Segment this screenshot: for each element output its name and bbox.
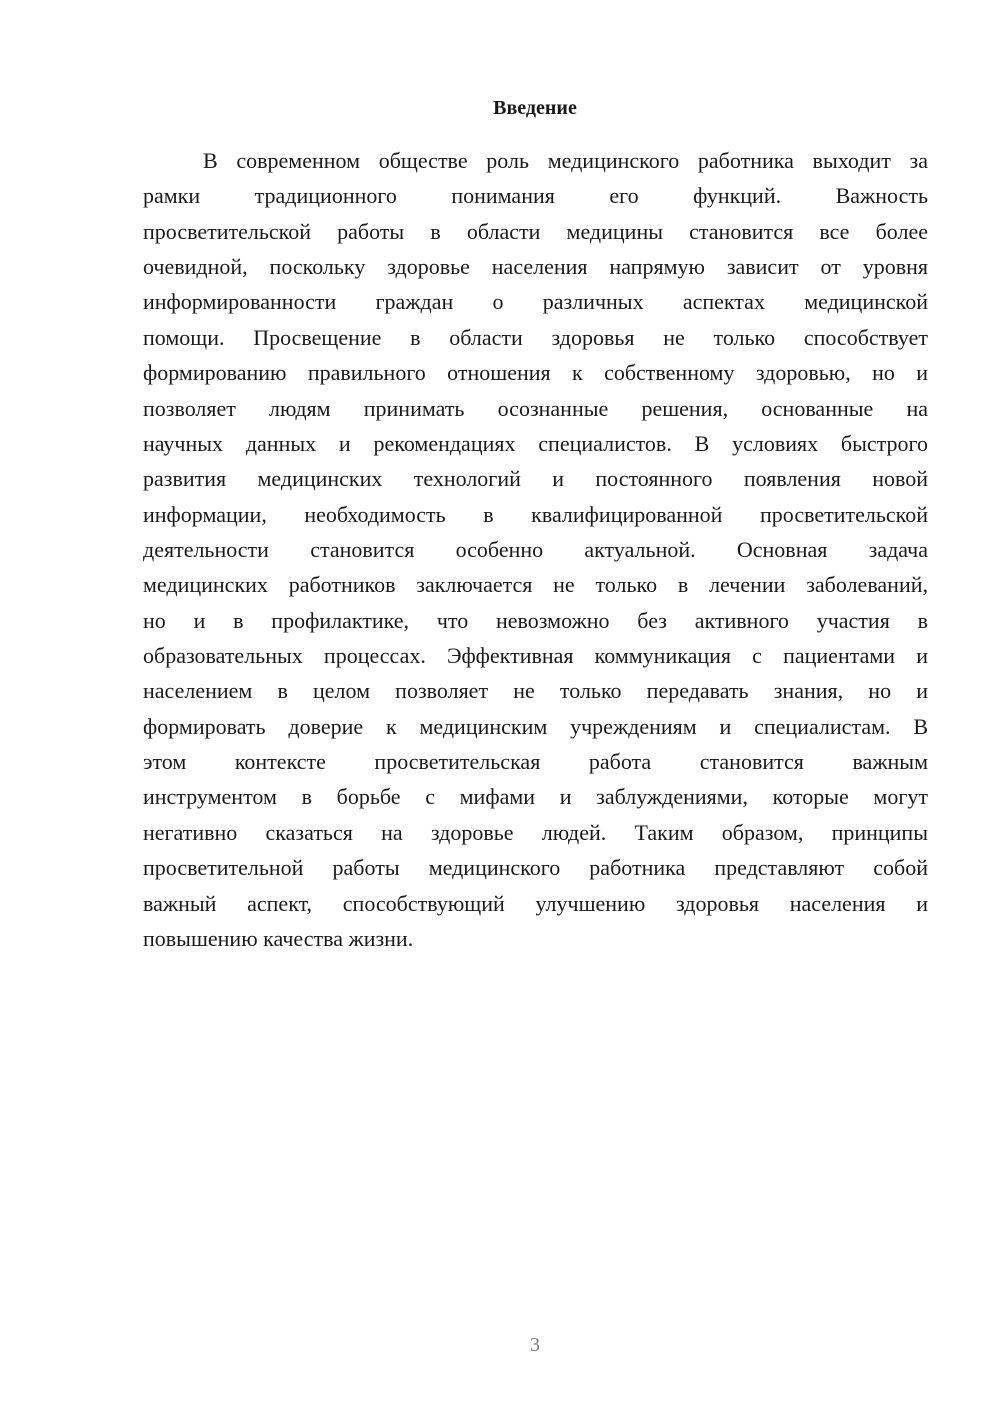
paragraph-line: этом контексте просветительская работа становится важным [143, 749, 928, 775]
paragraph-line: важный аспект, способствующий улучшению здоровья населения и [143, 890, 928, 916]
paragraph-line: негативно сказаться на здоровье людей. Таким образом, принципы [143, 819, 928, 845]
paragraph-line: просветительной работы медицинского работника представляют собой [143, 855, 928, 881]
paragraph-line: рамки традиционного понимания его функций. Важность [143, 183, 928, 209]
paragraph-line: формированию правильного отношения к собственному здоровью, но и [143, 360, 928, 386]
paragraph-line: образовательных процессах. Эффективная коммуникация с пациентами и [143, 643, 928, 669]
paragraph-line: развития медицинских технологий и постоянного появления новой [143, 466, 928, 492]
paragraph-line: помощи. Просвещение в области здоровья не только способствует [143, 324, 928, 350]
paragraph-line: населением в целом позволяет не только передавать знания, но и [143, 678, 928, 704]
paragraph-line: информированности граждан о различных аспектах медицинской [143, 289, 928, 315]
paragraph-line: формировать доверие к медицинским учреждениям и специалистам. В [143, 713, 928, 739]
paragraph-line: деятельности становится особенно актуальной. Основная задача [143, 536, 928, 562]
paragraph-line: но и в профилактике, что невозможно без активного участия в [143, 607, 928, 633]
paragraph-line: просветительской работы в области медицины становится все более [143, 218, 928, 244]
paragraph-line: медицинских работников заключается не только в лечении заболеваний, [143, 572, 928, 598]
page-number: 3 [530, 1334, 540, 1356]
paragraph-line: повышению качества жизни. [143, 925, 414, 951]
paragraph-line: позволяет людям принимать осознанные решения, основанные на [143, 395, 928, 421]
page-title: Введение [493, 97, 577, 119]
paragraph-line: В современном обществе роль медицинского работника выходит за [203, 148, 928, 173]
paragraph-line: научных данных и рекомендациях специалистов. В условиях быстрого [143, 430, 928, 456]
paragraph-line: очевидной, поскольку здоровье населения напрямую зависит от уровня [143, 254, 928, 280]
paragraph-line: информации, необходимость в квалифицированной просветительской [143, 501, 928, 527]
paragraph [143, 143, 928, 956]
paragraph-line: инструментом в борьбе с мифами и заблуждениями, которые могут [143, 784, 928, 810]
